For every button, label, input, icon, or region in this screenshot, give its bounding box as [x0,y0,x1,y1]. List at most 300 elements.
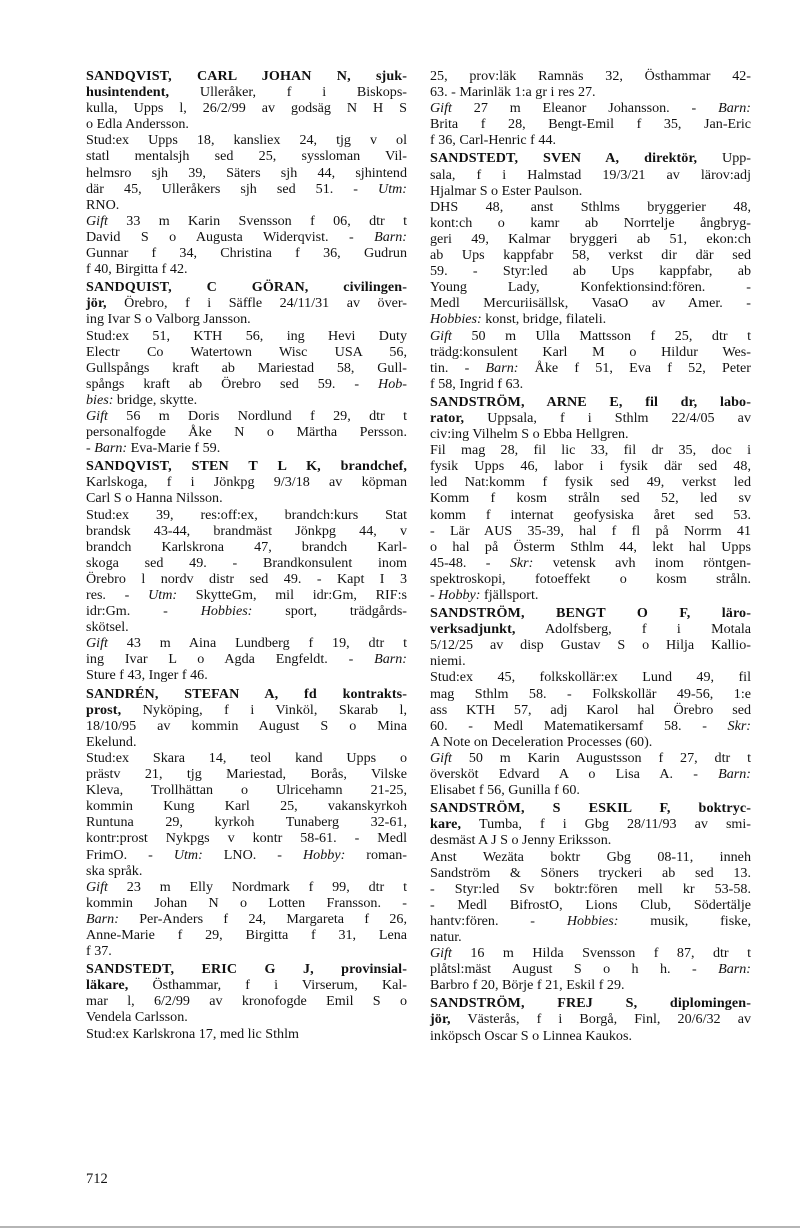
text-line [86,686,407,702]
entry-text: Karlskoga, f i Jönkpg 9/3/18 av köpman [86,474,407,491]
entry-text: Medl Mercuriisällsk, VasaO av Amer. - [430,295,751,312]
text-line [86,766,407,782]
entry-text: kulla, Upps l, 26/2/99 av godsäg N H S [86,100,407,117]
text-line [430,344,751,360]
entry-text: Hjalmar S o Ester Paulson. [430,182,583,199]
entry-text: 5/12/25 av disp Gustav S o Hilja Kallio- [430,637,751,654]
entry-text: LNO. - [202,846,303,863]
text-line [430,167,751,183]
text-line [86,943,407,959]
entry-text: Brita f 28, Bengt-Emil f 35, Jan-Eric [430,116,751,133]
text-line [430,929,751,945]
text-line [430,490,751,506]
field-label: Gift [86,212,108,229]
entry-text: 33 m Karin Svensson f 06, dtr t [107,212,407,229]
text-line [86,197,407,213]
entry-text: Tumba, f i Gbg 28/11/93 av smi- [461,816,751,833]
entry-heading: SANDSTEDT, ERIC G J, provinsial- [86,961,407,978]
entry-text: idr:Gm. - [86,603,201,620]
field-label: Hobbies: [566,912,619,929]
left-column [86,68,407,1044]
text-line [430,295,751,311]
text-line [86,376,407,392]
text-line [430,637,751,653]
text-line [86,181,407,197]
entry-text: musik, fiske, [618,912,752,929]
entry-heading: jör, [430,1011,451,1028]
entry-text: kontr:prost Nykpgs v kontr 58-61. - Medl [86,830,407,847]
entry-text: översköt Edvard A o Lisa A. - [430,766,719,783]
text-line [430,977,751,993]
field-label: Gift [430,945,452,962]
text-line [86,328,407,344]
entry-text: - Lär AUS 35-39, hal f fl på Norrm 41 [430,522,751,539]
text-line [86,360,407,376]
text-line [430,100,751,116]
entry-text: Örebro, f i Säffle 24/11/31 av över- [106,295,407,312]
text-line [86,507,407,523]
text-line [86,100,407,116]
text-line [86,474,407,490]
text-line [86,927,407,943]
text-line [86,587,407,603]
text-line [430,539,751,555]
entry-text: ass KTH 57, adj Karol hal Örebro sed [430,701,751,718]
entry-text: o hal på Österm Sthlm 44, lekt hal Upps [430,538,751,555]
entry-text: 60. - Medl Matematikersamf 58. - [430,717,728,734]
entry-text: A Note on Deceleration Processes (60). [430,733,653,750]
entry-text: konst, bridge, filateli. [481,311,607,328]
entry-text: Stud:ex Skara 14, teol kand Upps o [86,749,407,766]
entry-heading: rator, [430,409,465,426]
text-line [430,766,751,782]
text-line [430,458,751,474]
entry-text: komm f internat geofysiska året sed 53. [430,506,751,523]
text-line [86,458,407,474]
entry-heading: SANDSTEDT, SVEN A, direktör, [430,150,698,167]
biography-entry [86,279,407,456]
text-line [86,895,407,911]
text-line [430,523,751,539]
text-line [430,474,751,490]
field-label: Barn: [374,228,407,245]
entry-text: Ulleråker, f i Biskops- [169,84,407,101]
text-line [86,539,407,555]
entry-text: Uppsala, f i Sthlm 22/4/05 av [464,409,751,426]
entry-text: Östhammar, f i Virserum, Kal- [128,977,407,994]
text-line [430,782,751,798]
field-label: Barn: [718,100,751,117]
text-line [86,311,407,327]
entry-text: sala, f i Halmstad 19/3/21 av lärov:adj [430,166,751,183]
field-label: Barn: [374,651,407,668]
entry-text: f 36, Carl-Henric f 44. [430,132,557,149]
entry-text: Stud:ex 45, folkskollär:ex Lund 49, fil [430,669,751,686]
field-label: Gift [430,100,452,117]
entry-text: ing Ivar L o Agda Engfeldt. - [86,651,375,668]
biography-entry [86,961,407,1041]
entry-text: Anne-Marie f 29, Birgitta f 31, Lena [86,926,407,943]
text-line [86,750,407,766]
text-line [430,587,751,603]
field-label: Gift [86,878,108,895]
entry-text: 16 m Hilda Svensson f 87, dtr t [451,945,751,962]
text-line [86,782,407,798]
text-line [430,215,751,231]
page-number: 712 [86,1171,108,1187]
field-label: Barn: [86,910,119,927]
entry-text: ska språk. [86,862,143,879]
entry-text: Kleva, Trollhättan o Ulricehamn 21-25, [86,782,407,799]
entry-text: 45-48. - [430,554,510,571]
entry-heading: husintendent, [86,84,170,101]
field-label: Gift [86,635,108,652]
entry-text: Gullspångs kraft ab Mariestad 58, Gull- [86,359,407,376]
entry-text: Stud:ex 51, KTH 56, ing Hevi Duty [86,327,407,344]
entry-text: Örebro l nordv distr sed 49. - Kapt I 3 [86,570,407,587]
text-line [430,376,751,392]
entry-text: - Medl BifrostO, Lions Club, Södertälje [430,896,751,913]
text-line [430,1011,751,1027]
entry-text: f 37. [86,943,112,960]
field-label: Hobbies: [200,603,253,620]
text-line [430,995,751,1011]
text-line [86,798,407,814]
entry-text: sport, trädgårds- [252,603,407,620]
entry-text: - [430,587,439,603]
entry-text: Sandström & Söners tryckeri ab sed 13. [430,864,751,881]
entry-text: - [86,440,95,457]
text-line [430,394,751,410]
entry-text: DHS 48, anst Sthlms bryggerier 48, [430,198,751,215]
entry-text: civ:ing Vilhelm S o Ebba Hellgren. [430,426,629,443]
entry-text: 50 m Ulla Mattsson f 25, dtr t [451,327,751,344]
text-line [430,605,751,621]
entry-text: 63. - Marinläk 1:a gr i res 27. [430,84,596,101]
text-line [430,84,751,100]
entry-text: skötsel. [86,619,129,636]
text-line [430,199,751,215]
text-line [430,849,751,865]
entry-text: led Nat:komm f fysik sed 49, verkst led [430,474,751,491]
text-line [86,911,407,927]
text-line [430,132,751,148]
entry-text: kommin Johan N o Lotten Fransson. - [86,894,407,911]
entry-text: 43 m Aina Lundberg f 19, dtr t [107,635,407,652]
entry-text: f 58, Ingrid f 63. [430,375,524,392]
entry-text: mag Sthlm 58. - Folkskollär 49-56, 1:e [430,685,751,702]
entry-text: 25, prov:läk Ramnäs 32, Östhammar 42- [430,68,751,84]
field-label: Skr: [727,717,751,734]
text-line [86,1026,407,1042]
entry-text: f 40, Birgitta f 42. [86,261,188,278]
entry-heading: läkare, [86,977,129,994]
entry-text: Upp- [697,150,751,167]
text-line [430,734,751,750]
text-line [86,279,407,295]
entry-heading: kare, [430,816,462,833]
entry-text: trädg:konsulent Karl M o Hildur Wes- [430,343,751,360]
text-line [430,961,751,977]
entry-text: roman- [345,846,407,863]
entry-text: inköpsch Oscar S o Linnea Kaukos. [430,1027,632,1044]
text-line [86,490,407,506]
text-line [430,555,751,571]
entry-text: SkytteGm, mil idr:Gm, RIF:s [177,587,407,603]
text-line [86,830,407,846]
entry-text: geri 49, Kalmar bryggeri ab 51, ekon:ch [430,230,751,247]
text-line [86,68,407,84]
entry-text: Åke f 51, Eva f 52, Peter [518,359,751,376]
entry-heading: SANDSTRÖM, FREJ S, diplomingen- [430,995,751,1012]
entry-text: res. - [86,587,149,603]
field-label: Hobbies: [430,311,482,328]
field-label: Utm: [148,587,178,603]
text-line [430,653,751,669]
entry-text: vetensk avh inom röntgen- [533,554,751,571]
text-line [86,229,407,245]
entry-text: Nyköping, f i Vinköl, Skarab l, [121,701,407,718]
right-column [430,68,751,1046]
text-line [86,440,407,456]
text-line [86,571,407,587]
text-line [430,945,751,961]
biography-entry [430,150,751,391]
entry-text: Ekelund. [86,733,137,750]
field-label: bies: [86,391,114,408]
text-line [86,863,407,879]
entry-text: Fil mag 28, fil lic 33, fil dr 35, doc i [430,442,751,459]
biography-entry [430,68,751,148]
text-line [430,247,751,263]
biography-entry [430,995,751,1043]
entry-heading: prost, [86,701,122,718]
entry-text: Eva-Marie f 59. [127,440,221,457]
entry-text: 27 m Eleanor Johansson. - [451,100,719,117]
entry-text: kont:ch o kamr ab Norrtelje ångbryg- [430,214,751,231]
text-line [430,263,751,279]
entry-heading: SANDSTRÖM, ARNE E, fil dr, labo- [430,393,751,410]
text-line [430,800,751,816]
biography-entry [86,68,407,277]
entry-text: Västerås, f i Borgå, Finl, 20/6/32 av [450,1011,751,1028]
entry-heading: SANDQVIST, CARL JOHAN N, sjuk- [86,68,407,84]
text-line [86,408,407,424]
entry-text: Per-Anders f 24, Margareta f 26, [118,910,407,927]
entry-text: FrimO. - [86,846,174,863]
entry-text: 56 m Doris Nordlund f 29, dtr t [107,407,407,424]
entry-text: Barbro f 20, Börje f 21, Eskil f 29. [430,977,625,994]
field-label: Gift [430,327,452,344]
text-line [86,148,407,164]
entry-text: personalfogde Åke N o Märtha Persson. [86,424,407,441]
field-label: Hobby: [303,846,346,863]
entry-text: 23 m Elly Nordmark f 99, dtr t [107,878,407,895]
field-label: Gift [430,749,452,766]
entry-text: 18/10/95 av kommin August S o Mina [86,717,407,734]
text-line [86,213,407,229]
entry-text: Adolfsberg, f i Motala [515,621,751,638]
text-line [86,261,407,277]
text-line [430,279,751,295]
entry-text: Runtuna 29, kyrkoh Tunaberg 32-61, [86,814,407,831]
biography-entry [86,458,407,683]
entry-text: brandsk 43-44, brandmäst Jönkpg 44, v [86,522,407,539]
entry-text: Anst Wezäta boktr Gbg 08-11, inneh [430,848,751,865]
entry-text: kommin Kung Karl 25, vakanskyrkoh [86,798,407,815]
entry-text: - Styr:led Sv boktr:fören mell kr 53-58. [430,880,751,897]
text-line [430,410,751,426]
biography-entry [86,686,407,960]
entry-text: Carl S o Hanna Nilsson. [86,490,223,507]
entry-text: o Edla Andersson. [86,116,189,133]
text-line [430,702,751,718]
field-label: Utm: [378,180,407,197]
text-line [430,718,751,734]
entry-text: Gunnar f 34, Christina f 36, Gudrun [86,245,407,262]
entry-text: hantv:fören. - [430,912,567,929]
entry-text: David S o Augusta Widerqvist. - [86,228,375,245]
entry-text: prästv 21, tjg Mariestad, Borås, Vilske [86,766,407,783]
entry-text: desmäst A J S o Jenny Eriksson. [430,832,612,849]
entry-heading: SANDSTRÖM, BENGT O F, läro- [430,605,751,622]
entry-text: Stud:ex Karlskrona 17, med lic Sthlm [86,1025,299,1042]
text-line [430,426,751,442]
field-label: Skr: [509,554,534,571]
text-line [430,328,751,344]
biography-entry [430,800,751,993]
text-line [86,847,407,863]
text-line [430,442,751,458]
entry-text: ing Ivar S o Valborg Jansson. [86,311,251,328]
text-line [86,116,407,132]
field-label: Barn: [485,359,519,376]
entry-text: spektroskopi, fotoeffekt o kosm stråln. [430,570,751,587]
text-line [86,603,407,619]
field-label: Hob- [378,375,407,392]
text-line [430,832,751,848]
entry-text: där 45, Ulleråkers sjh sed 51. - [86,180,379,197]
entry-text: natur. [430,928,462,945]
entry-heading: jör, [86,295,107,312]
text-line [430,150,751,166]
entry-text: ab Ups kappfabr 58, verkst dir där sed [430,247,751,264]
entry-text: Young Lady, Konfektionsind:fören. - [430,279,751,296]
text-line [430,231,751,247]
text-line [86,961,407,977]
text-line [86,977,407,993]
entry-text: helmsro sjh 39, Säters sjh 44, sjhintend [86,164,407,181]
text-line [86,635,407,651]
text-line [86,702,407,718]
field-label: Barn: [718,961,751,978]
text-line [86,814,407,830]
text-line [430,571,751,587]
text-line [430,507,751,523]
text-line [86,84,407,100]
entry-text: fysik Upps 46, labor i fysik där sed 48, [430,458,751,475]
text-line [86,619,407,635]
entry-text: plåtsl:mäst August S o h h. - [430,961,719,978]
entry-text: Vendela Carlsson. [86,1009,188,1026]
text-line [430,621,751,637]
text-line [86,392,407,408]
text-line [86,879,407,895]
entry-text: 50 m Karin Augustsson f 27, dtr t [451,749,751,766]
text-line [430,311,751,327]
field-label: Barn: [94,440,128,457]
entry-text: statl mentalsjh sed 25, syssloman Vil- [86,148,407,165]
text-line [86,344,407,360]
entry-text: Sture f 43, Inger f 46. [86,667,208,684]
text-line [86,523,407,539]
text-line [430,360,751,376]
text-line [86,718,407,734]
entry-heading: verksadjunkt, [430,621,516,638]
entry-text: 59. - Styr:led ab Ups kappfabr, ab [430,263,751,280]
biography-entry [430,605,751,798]
entry-text: brandch Karlskrona 47, brandch Karl- [86,538,407,555]
text-line [430,816,751,832]
text-line [86,1009,407,1025]
entry-text: skoga sed 49. - Brandkonsulent inom [86,554,407,571]
entry-heading: SANDQVIST, STEN T L K, brandchef, [86,458,407,475]
text-line [86,667,407,683]
text-line [86,245,407,261]
text-line [86,165,407,181]
text-line [86,734,407,750]
entry-text: spångs kraft ab Örebro sed 59. - [86,375,379,392]
entry-text: Electr Co Watertown Wisc USA 56, [86,343,407,360]
text-line [86,651,407,667]
entry-text: niemi. [430,653,466,670]
entry-text: Stud:ex 39, res:off:ex, brandch:kurs Stat [86,506,407,523]
text-line [86,424,407,440]
text-line [430,68,751,84]
text-line [430,881,751,897]
text-line [430,116,751,132]
field-label: Barn: [718,766,751,783]
text-line [430,750,751,766]
bottom-rule [0,1226,800,1228]
entry-heading: SANDRÉN, STEFAN A, fd kontrakts- [86,685,407,702]
text-line [430,897,751,913]
text-line [86,132,407,148]
text-line [86,295,407,311]
entry-text: Komm f kosm stråln sed 52, led sv [430,490,751,507]
field-label: Utm: [173,846,203,863]
entry-text: Stud:ex Upps 18, kansliex 24, tjg v ol [86,132,407,149]
entry-heading: SANDQUIST, C GÖRAN, civilingen- [86,279,407,296]
text-line [86,993,407,1009]
field-label: Gift [86,407,108,424]
text-line [430,913,751,929]
entry-text: RNO. [86,196,120,213]
text-line [430,669,751,685]
text-line [430,183,751,199]
field-label: Hobby: [438,587,481,603]
text-line [430,686,751,702]
text-line [430,865,751,881]
entry-text: Elisabet f 56, Gunilla f 60. [430,782,580,799]
entry-heading: SANDSTRÖM, S ESKIL F, boktryc- [430,800,751,817]
biography-entry [430,394,751,603]
text-line [86,555,407,571]
entry-text: tin. - [430,359,486,376]
text-line [430,1028,751,1044]
entry-text: mar l, 6/2/99 av kronofogde Emil S o [86,993,407,1010]
entry-text: bridge, skytte. [113,391,198,408]
